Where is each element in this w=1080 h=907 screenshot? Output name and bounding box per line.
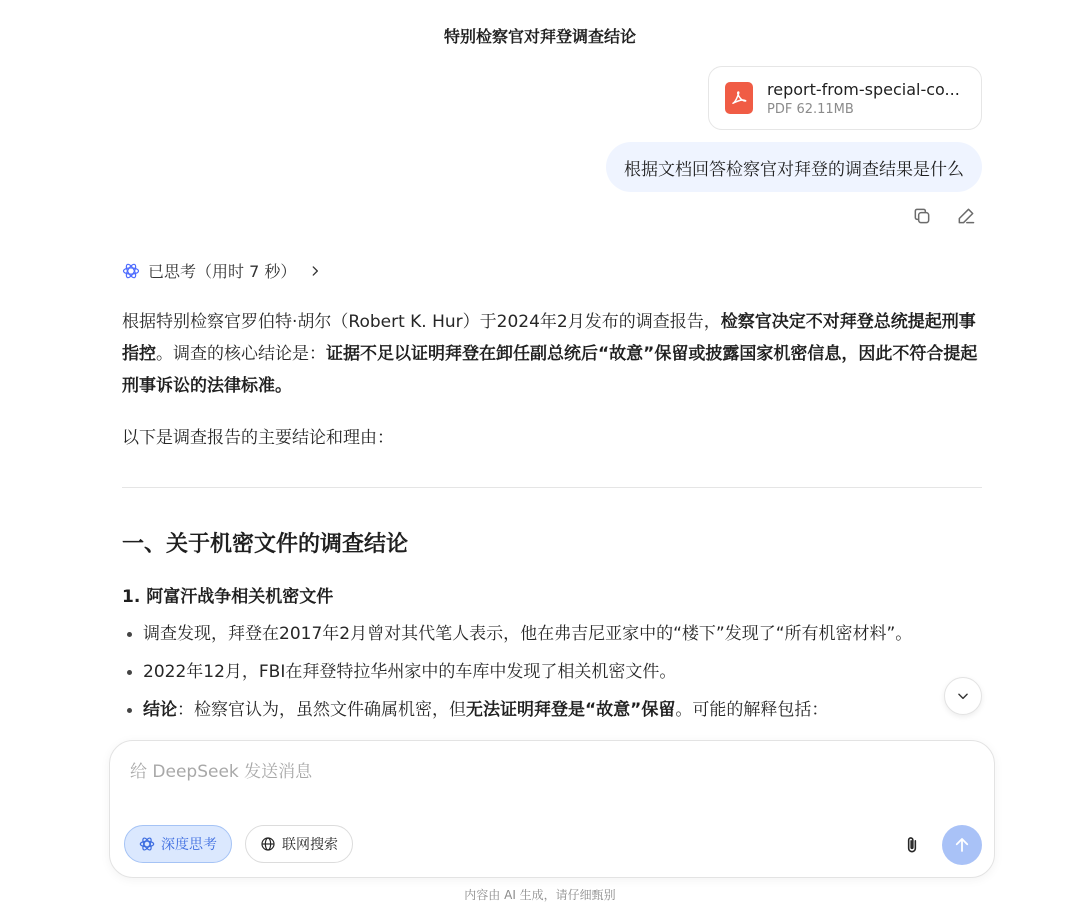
message-input[interactable] bbox=[130, 757, 970, 807]
answer-paragraph: 以下是调查报告的主要结论和理由： bbox=[122, 428, 394, 448]
list-item bbox=[122, 694, 984, 732]
deepthink-icon bbox=[122, 262, 140, 280]
copy-icon[interactable] bbox=[910, 204, 934, 228]
thinking-toggle[interactable] bbox=[122, 259, 322, 282]
deep-think-label: 深度思考 bbox=[161, 837, 217, 853]
bullet-label: 结论 bbox=[143, 700, 177, 720]
send-button[interactable] bbox=[942, 825, 982, 865]
subsection-heading: 1. 阿富汗战争相关机密文件 bbox=[122, 587, 334, 607]
paperclip-icon bbox=[902, 835, 922, 855]
message-composer bbox=[109, 740, 995, 878]
user-message: 根据文档回答检察官对拜登的调查结果是什么 bbox=[606, 142, 982, 192]
web-search-label: 联网搜索 bbox=[282, 837, 338, 853]
scroll-down-button[interactable] bbox=[944, 677, 982, 715]
answer-intro bbox=[122, 306, 984, 454]
deepthink-icon bbox=[139, 836, 155, 852]
bullet-text: 。可能的解释包括： bbox=[675, 700, 829, 720]
edit-icon[interactable] bbox=[954, 204, 978, 228]
answer-bold-text: 证据不足以证明拜登在卸任副总统后“故意”保留或披露国家机密信息，因此不符合提起刑事诉讼的法律标准。 bbox=[122, 344, 978, 396]
arrow-up-icon bbox=[953, 836, 971, 854]
globe-icon bbox=[260, 836, 276, 852]
message-actions bbox=[910, 204, 978, 228]
page-title: 特别检察官对拜登调查结论 bbox=[443, 27, 636, 46]
answer-text: 。调查的核心结论是： bbox=[156, 344, 326, 364]
disclaimer: 内容由 AI 生成，请仔细甄别 bbox=[464, 888, 616, 902]
bullet-bold-text: 无法证明拜登是“故意”保留 bbox=[466, 700, 676, 720]
deep-think-toggle[interactable] bbox=[124, 825, 232, 863]
chevron-right-icon bbox=[308, 264, 322, 278]
attachment-meta: PDF 62.11MB bbox=[767, 101, 854, 117]
list-item: 2022年12月，FBI在拜登特拉华州家中的车库中发现了相关机密文件。 bbox=[122, 656, 984, 694]
section-heading: 一、关于机密文件的调查结论 bbox=[122, 532, 409, 557]
answer-paragraph bbox=[122, 306, 984, 402]
list-item: 调查发现，拜登在2017年2月曾对其代笔人表示，他在弗吉尼亚家中的“楼下”发现了“所有机密材料”。 bbox=[122, 618, 984, 656]
answer-text: 根据特别检察官罗伯特·胡尔（Robert K. Hur）于2024年2月发布的调查报告， bbox=[122, 312, 721, 332]
answer-bold-text: 检察官决定不对拜登总统提起刑事指控 bbox=[122, 312, 976, 364]
bullet-list bbox=[122, 618, 984, 732]
attachment-name: report-from-special-co... bbox=[767, 79, 960, 99]
attachment-card[interactable] bbox=[708, 66, 982, 130]
web-search-toggle[interactable] bbox=[245, 825, 353, 863]
bullet-text: ：检察官认为，虽然文件确属机密，但 bbox=[177, 700, 466, 720]
divider bbox=[122, 487, 982, 488]
pdf-icon bbox=[725, 82, 753, 114]
chevron-down-icon bbox=[956, 689, 970, 703]
attach-button[interactable] bbox=[900, 833, 924, 857]
thinking-label: 已思考（用时 7 秒） bbox=[148, 262, 297, 281]
